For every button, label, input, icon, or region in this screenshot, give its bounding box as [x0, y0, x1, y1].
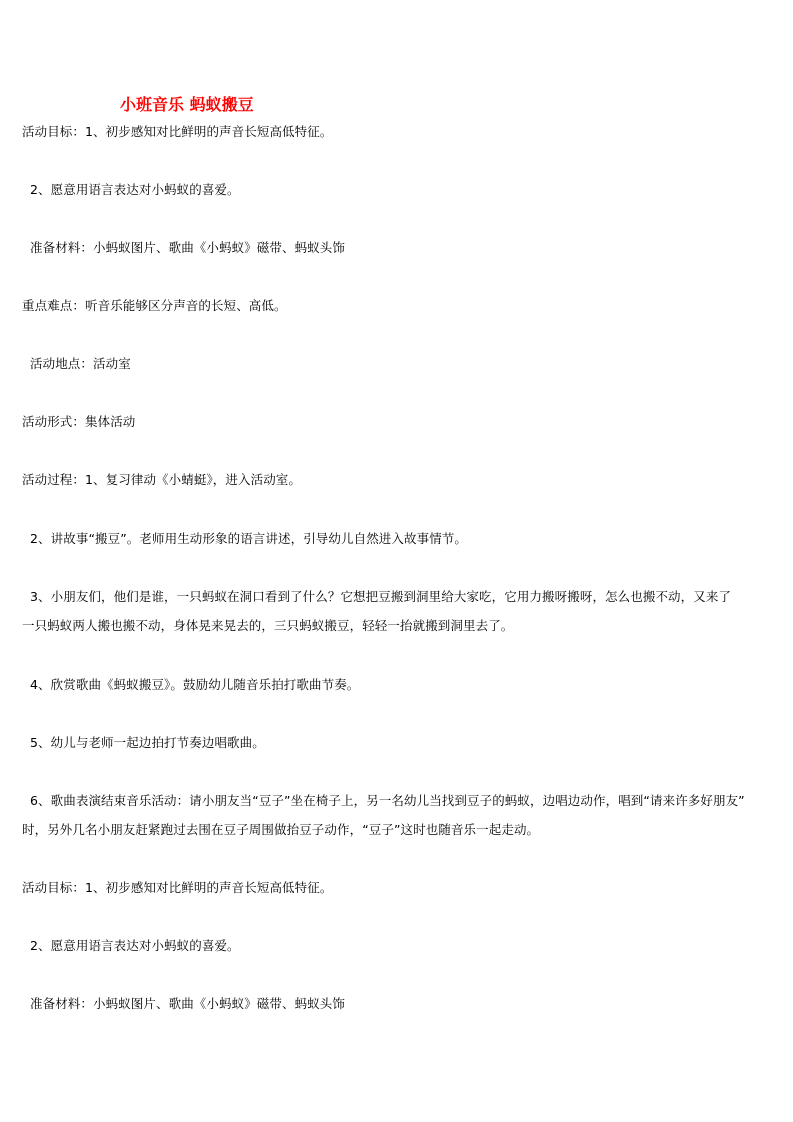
paragraph-process-4 — [22, 670, 778, 699]
paragraph-format — [22, 407, 778, 436]
paragraph-location — [22, 349, 778, 378]
paragraph-goal-1-repeat — [22, 873, 778, 902]
paragraph-line: 重点难点：听音乐能够区分声音的长短、高低。 — [22, 298, 287, 313]
paragraph-line: 准备材料：小蚂蚁图片、歌曲《小蚂蚁》磁带、蚂蚁头饰 — [30, 240, 346, 255]
paragraph-line: 活动过程：1、复习律动《小蜻蜓》，进入活动室。 — [22, 472, 302, 487]
paragraph-key-points — [22, 291, 778, 320]
paragraph-line: 准备材料：小蚂蚁图片、歌曲《小蚂蚁》磁带、蚂蚁头饰 — [30, 996, 346, 1011]
paragraph-process-1 — [22, 465, 778, 494]
paragraph-line: 活动目标：1、初步感知对比鲜明的声音长短高低特征。 — [22, 124, 333, 139]
paragraph-line: 活动形式：集体活动 — [22, 414, 136, 429]
paragraph-line: 4、欣赏歌曲《蚂蚁搬豆》。鼓励幼儿随音乐拍打歌曲节奏。 — [30, 677, 360, 692]
document-title: 小班音乐 蚂蚁搬豆 — [120, 95, 254, 114]
paragraph-line: 活动目标：1、初步感知对比鲜明的声音长短高低特征。 — [22, 880, 333, 895]
paragraph-materials — [22, 233, 778, 262]
paragraph-process-2 — [22, 524, 778, 553]
paragraph-process-6 — [22, 786, 778, 844]
paragraph-line: 2、愿意用语言表达对小蚂蚁的喜爱。 — [30, 938, 240, 953]
paragraph-goal-2-repeat — [22, 931, 778, 960]
paragraph-process-3 — [22, 582, 778, 640]
paragraph-line: 3、小朋友们，他们是谁，一只蚂蚁在洞口看到了什么？它想把豆搬到洞里给大家吃，它用力搬呀搬呀，怎么也搬不动，又来了 — [30, 589, 732, 604]
paragraph-goal-1 — [22, 117, 778, 146]
paragraph-materials-repeat — [22, 989, 778, 1018]
paragraph-line: 5、幼儿与老师一起边拍打节奏边唱歌曲。 — [30, 735, 265, 750]
paragraph-line: 2、讲故事“搬豆”。老师用生动形象的语言讲述，引导幼儿自然进入故事情节。 — [30, 531, 468, 546]
paragraph-goal-2 — [22, 175, 778, 204]
paragraph-line: 2、愿意用语言表达对小蚂蚁的喜爱。 — [30, 182, 240, 197]
paragraph-line: 时，另外几名小朋友赶紧跑过去围在豆子周围做抬豆子动作，“豆子”这时也随音乐一起走动。 — [22, 822, 540, 837]
paragraph-line: 活动地点：活动室 — [30, 356, 131, 371]
paragraph-line: 6、歌曲表演结束音乐活动：请小朋友当“豆子”坐在椅子上，另一名幼儿当找到豆子的蚂蚁，边唱边动作，唱到“请来许多好朋友” — [30, 793, 745, 808]
paragraph-process-5 — [22, 728, 778, 757]
paragraph-line: 一只蚂蚁两人搬也搬不动，身体晃来晃去的，三只蚂蚁搬豆，轻轻一抬就搬到洞里去了。 — [22, 618, 514, 633]
